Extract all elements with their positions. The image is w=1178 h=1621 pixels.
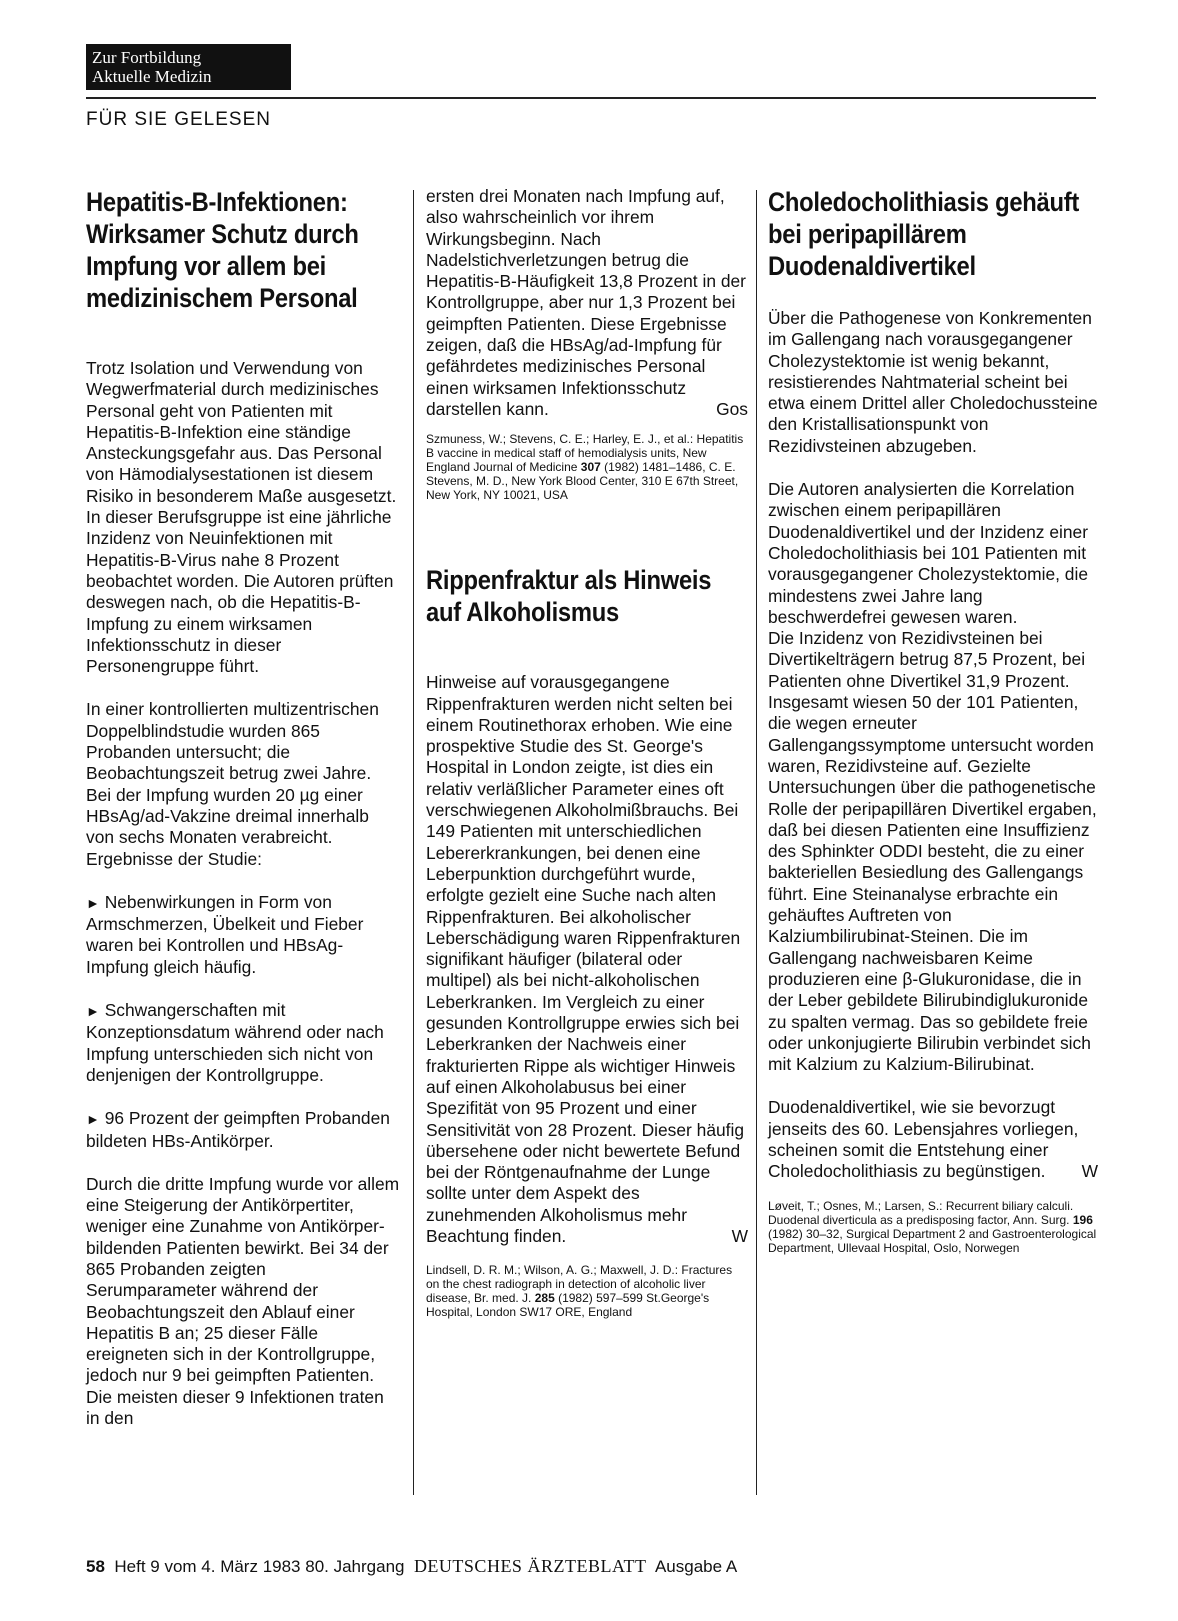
rubric-line-2: Aktuelle Medizin <box>92 67 212 86</box>
bullet-icon: ► <box>86 894 100 911</box>
article3-paragraph-4 <box>768 1097 1098 1182</box>
page-number: 58 <box>86 1557 105 1576</box>
article2-paragraph-1-text: Hinweise auf vorausgegangene Rippenfrakturen werden nicht selten bei einem Routinethorax erhoben. Wie eine prospektive Studie des St. George's Hospital in London zeigte, ist dies ein relativ verläßlicher Parameter eines oft verschwiegenen Alkoholmißbrauchs. Bei 149 Patienten mit unterschiedlichen Lebererkrankungen, bei denen eine Leberpunktion durchgeführt wurde, erfolgte gezielt eine Suche nach alten Rippenfrakturen. Bei alkoholischer Leberschädigung waren Rippenfrakturen signifikant häufiger (bilateral oder multipel) als bei nicht-alkoholischen Leberkranken. Im Vergleich zu einer gesunden Kontrollgruppe erwies sich bei Leberkranken der Nachweis einer frakturierten Rippe als wichtiger Hinweis auf einen Alkoholabusus bei einer Spezifität von 95 Prozent und einer Sensitivität von 28 Prozent. Dieser häufig übersehene oder nicht bewertete Befund bei der Röntgenaufnahme der Lunge sollte unter dem Aspekt des zunehmenden Alkoholismus mehr Beachtung finden. <box>426 672 745 1246</box>
article2-reference: Lindsell, D. R. M.; Wilson, A. G.; Maxwell, J. D.: Fractures on the chest radiograph in detection of alcoholic liver disease, Br. med. J. 285 (1982) 597–599 St.George's Hospital, London SW17 ORE, England <box>426 1263 733 1320</box>
bullet-text: Schwangerschaften mit Konzeptionsdatum während oder nach Impfung unterschieden sich nicht von denjenigen der Kontrollgruppe. <box>86 1000 384 1085</box>
journal-name: DEUTSCHES ÄRZTEBLATT <box>413 1556 647 1576</box>
article1-bullet-3 <box>86 1108 401 1152</box>
article2-paragraph-1 <box>426 672 748 1247</box>
article1-bullet-1 <box>86 892 401 978</box>
column-3 <box>768 186 1098 1255</box>
article1-signature: Gos <box>716 398 748 419</box>
rubric-line-1: Zur Fortbildung <box>92 48 202 67</box>
article3-paragraph-4-text: Duodenaldivertikel, wie sie bevorzugt jenseits des 60. Lebensjahres vorliegen, scheinen somit die Entstehung einer Choledocholithiasis zu begünstigen. <box>768 1097 1079 1182</box>
article1-headline: Hepatitis-B-Infektionen: Wirksamer Schutz durch Impfung vor allem bei medizinischem Personal <box>86 187 359 313</box>
issue-info: Heft 9 vom 4. März 1983 80. Jahrgang <box>114 1557 405 1576</box>
article3-paragraph-1: Über die Pathogenese von Konkrementen im Gallengang nach vorausgegangener Cholezystektomie ist wenig bekannt, resistierendes Nahtmaterial scheint bei etwa einem Drittel aller Choledochussteine den Kristallisationspunkt von Rezidivsteinen abzugeben. <box>768 308 1098 456</box>
article1-paragraph-2: In einer kontrollierten multizentrischen Doppelblindstudie wurden 865 Probanden untersucht; die Beobachtungszeit betrug zwei Jahre. Bei der Impfung wurden 20 µg einer HBsAg/ad-Vakzine dreimal innerhalb von sechs Monaten verabreicht. Ergebnisse der Studie: <box>86 699 379 869</box>
column-2 <box>426 186 748 1319</box>
header-rule <box>86 97 1096 99</box>
section-label: FÜR SIE GELESEN <box>86 109 271 130</box>
article2-signature: W <box>731 1225 748 1246</box>
bullet-icon: ► <box>86 1111 100 1128</box>
rubric-box <box>86 44 291 90</box>
edition-label: Ausgabe A <box>654 1557 738 1576</box>
article3-paragraph-2: Die Autoren analysierten die Korrelation zwischen einem peripapillären Duodenaldivertikel und der Inzidenz einer Choledocholithiasis bei 101 Patienten mit vorausgegangener Cholezystektomie, die mindestens zwei Jahre lang beschwerdefrei gewesen waren. <box>768 479 1088 627</box>
bullet-icon: ► <box>86 1003 100 1020</box>
article1-paragraph-4-text: ersten drei Monaten nach Impfung auf, also wahrscheinlich vor ihrem Wirkungsbeginn. Nach Nadelstichverletzungen betrug die Hepatitis-B-Häufigkeit 13,8 Prozent in der Kontrollgruppe, aber nur 1,3 Prozent bei geimpften Patienten. Diese Ergebnisse zeigen, daß die HBsAg/ad-Impfung für gefährdetes medizinisches Personal einen wirksamen Infektionsschutz darstellen kann. <box>426 186 746 419</box>
article3-headline: Choledocholithiasis gehäuft bei peripapillärem Duodenaldivertikel <box>768 187 1080 281</box>
article1-paragraph-1: Trotz Isolation und Verwendung von Wegwerfmaterial durch medizinisches Personal geht von Patienten mit Hepatitis-B-Infektion eine ständige Ansteckungsgefahr aus. Das Personal von Hämodialysestationen ist diesem Risiko in besonderem Maße ausgesetzt. In dieser Berufsgruppe ist eine jährliche Inzidenz von Neuinfektionen mit Hepatitis-B-Virus nahe 8 Prozent beobachtet worden. Die Autoren prüften deswegen nach, ob die Hepatitis-B-Impfung zu einem wirksamen Infektionsschutz in dieser Personengruppe führt. <box>86 358 397 677</box>
column-1 <box>86 186 401 1429</box>
article1-reference: Szmuness, W.; Stevens, C. E.; Harley, E. J., et al.: Hepatitis B vaccine in medical staff of hemodialysis units, New England Journal of Medicine 307 (1982) 1481–1486, C. E. Stevens, M. D., New York Blood Center, 310 E 67th Street, New York, NY 10021, USA <box>426 432 744 503</box>
article3-signature: W <box>1081 1161 1098 1182</box>
column-divider-2 <box>756 190 757 1495</box>
article3-paragraph-3: Die Inzidenz von Rezidivsteinen bei Divertikelträgern betrug 87,5 Prozent, bei Patienten ohne Divertikel 31,9 Prozent. Insgesamt wiesen 50 der 101 Patienten, die wegen erneuter Gallengangssymptome untersucht worden waren, Rezidivsteine auf. Gezielte Untersuchungen über die pathogenetische Rolle der peripapillären Divertikel ergaben, daß bei diesen Patienten eine Insuffizienz des Sphinkter ODDI besteht, die zu einer bakteriellen Besiedlung des Gallengangs führt. Eine Steinanalyse erbrachte ein gehäuftes Auftreten von Kalziumbilirubinat-Steinen. Die im Gallengang nachweisbaren Keime produzieren eine β-Glukuronidase, die in der Leber gebildete Bilirubindiglukuronide zu spalten vermag. Das so gebildete freie oder unkonjugierte Bilirubin verbindet sich mit Kalzium zu Kalzium-Bilirubinat. <box>768 628 1097 1075</box>
article1-bullet-2 <box>86 1000 401 1086</box>
article3-reference: Løveit, T.; Osnes, M.; Larsen, S.: Recurrent biliary calculi. Duodenal diverticula as a predisposing factor, Ann. Surg. 196 (1982) 30–32, Surgical Department 2 and Gastroenterological Department, Ullevaal Hospital, Oslo, Norwegen <box>768 1198 1097 1255</box>
bullet-text: Nebenwirkungen in Form von Armschmerzen, Übelkeit und Fieber waren bei Kontrollen und HBsAg-Impfung gleich häufig. <box>86 891 364 977</box>
column-divider-1 <box>413 190 414 1495</box>
article1-paragraph-3: Durch die dritte Impfung wurde vor allem eine Steigerung der Antikörpertiter, weniger eine Zunahme von Antikörper-bildenden Patienten bewirkt. Bei 34 der 865 Probanden zeigten Serumparameter während der Beobachtungszeit den Ablauf einer Hepatitis B an; 25 dieser Fälle ereigneten sich in der Kontrollgruppe, jedoch nur 9 bei geimpften Patienten. Die meisten dieser 9 Infektionen traten in den <box>86 1173 400 1429</box>
page-footer <box>86 1556 737 1577</box>
bullet-text: 96 Prozent der geimpften Probanden bildeten HBs-Antikörper. <box>86 1108 390 1151</box>
article1-paragraph-4 <box>426 186 748 420</box>
article2-headline: Rippenfraktur als Hinweis auf Alkoholismus <box>426 565 712 628</box>
